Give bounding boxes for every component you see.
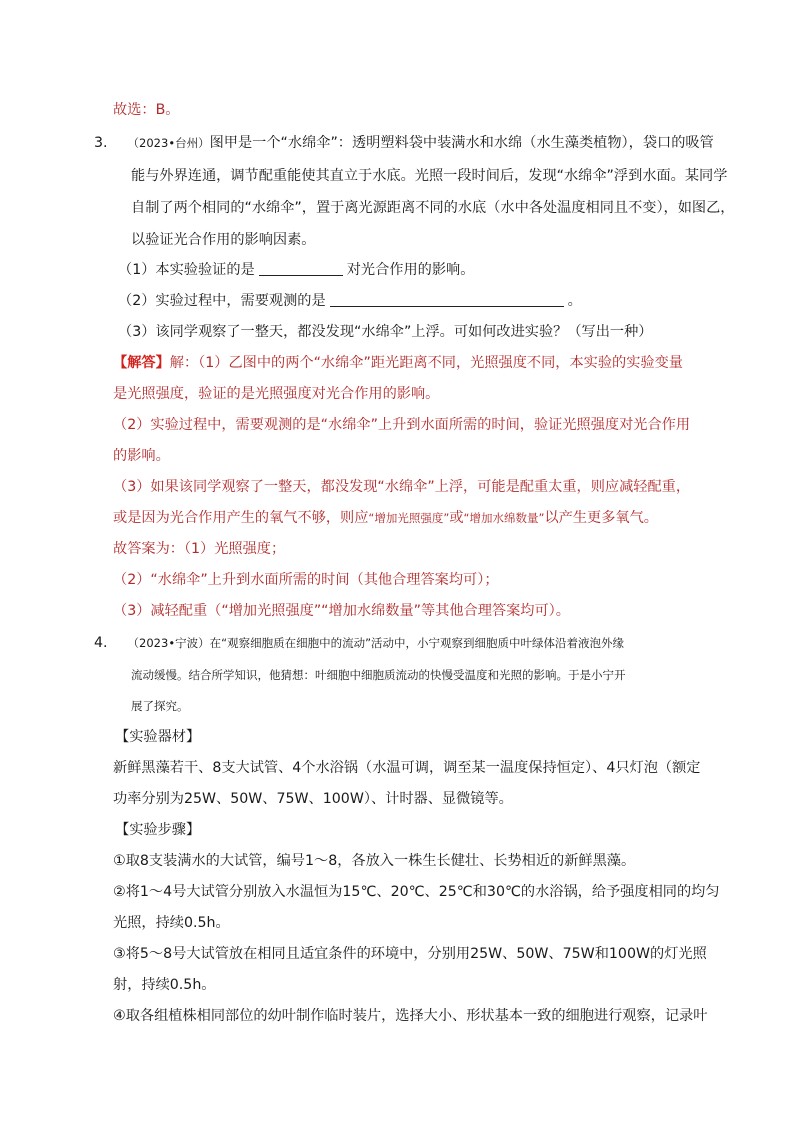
- step-4-line-1: ④取各组植株相同部位的幼叶制作临时装片，选择大小、形状基本一致的细胞进行观察，记录叶: [113, 1008, 708, 1024]
- step-1: ①取8支装满水的大试管，编号1～8，各放入一株生长健壮、长势相近的新鲜黑藻。: [113, 853, 636, 869]
- answer-3-line-1: 【解答】解：（1）乙图中的两个“水绵伞”距光距离不同，光照强度不同，本实验的实验变量: [113, 355, 683, 371]
- answer-3-line-4: 的影响。: [113, 448, 170, 464]
- final-answer-line-3: （3）减轻配重（“增加光照强度”“增加水绵数量”等其他合理答案均可）。: [113, 603, 570, 619]
- question-3-line-2: 能与外界连通，调节配重能使其直立于水底。光照一段时间后，发现“水绵伞”浮到水面。某同学: [131, 168, 728, 184]
- materials-heading: 【实验器材】: [115, 729, 201, 745]
- question-3-line-3: 自制了两个相同的“水绵伞”，置于离光源距离不同的水底（水中各处温度相同且不变），如图乙，: [131, 200, 735, 216]
- question-source: （2023•台州）: [127, 136, 210, 150]
- question-3-sub-1: （1）本实验验证的是 对光合作用的影响。: [118, 262, 475, 278]
- step-2-line-2: 光照，持续0.5h。: [113, 915, 230, 931]
- question-4-line-3: 展了探究。: [131, 699, 189, 713]
- answer-3-line-5: （3）如果该同学观察了一整天，都没发现“水绵伞”上浮，可能是配重太重，则应减轻配重，: [113, 479, 691, 495]
- question-source: （2023•宁波）: [127, 636, 210, 650]
- answer-3-line-2: 是光照强度，验证的是光照强度对光合作用的影响。: [113, 386, 440, 402]
- question-3-sub-3: （3）该同学观察了一整天，都没发现“水绵伞”上浮。可如何改进实验？（写出一种）: [118, 324, 653, 340]
- steps-heading: 【实验步骤】: [115, 822, 201, 838]
- materials-line-2: 功率分别为25W、50W、75W、100W）、计时器、显微镜等。: [113, 791, 513, 807]
- answer-blank-2: [330, 292, 564, 307]
- question-3-line-1: 3. （2023•台州）图甲是一个“水绵伞”：透明塑料袋中装满水和水绵（水生藻类植物），袋口的吸管: [94, 135, 714, 151]
- previous-answer-tail: 故选：B。: [113, 102, 180, 118]
- step-3-line-2: 射，持续0.5h。: [113, 977, 216, 993]
- answer-blank-1: [259, 261, 343, 276]
- question-3-sub-2: （2）实验过程中，需要观测的是 。: [118, 293, 582, 309]
- answer-3-line-3: （2）实验过程中，需要观测的是“水绵伞”上升到水面所需的时间，验证光照强度对光合作用: [113, 417, 691, 433]
- answer-3-line-6: 或是因为光合作用产生的氧气不够，则应“增加光照强度”或“增加水绵数量”以产生更多氧气。: [113, 510, 658, 526]
- question-3-line-4: 以验证光合作用的影响因素。: [131, 232, 316, 248]
- materials-line-1: 新鲜黑藻若干、8支大试管、4个水浴锅（水温可调，调至某一温度保持恒定）、4只灯泡（额定: [113, 760, 701, 776]
- final-answer-line-1: 故答案为：（1）光照强度；: [113, 541, 286, 557]
- question-4-line-1: 4. （2023•宁波）在“观察细胞质在细胞中的流动”活动中，小宁观察到细胞质中叶绿体沿着液泡外缘: [94, 635, 625, 651]
- final-answer-line-2: （2）“水绵伞”上升到水面所需的时间（其他合理答案均可）；: [113, 572, 499, 588]
- step-3-line-1: ③将5～8号大试管放在相同且适宜条件的环境中，分别用25W、50W、75W和100W的灯光照: [113, 946, 707, 962]
- question-4-line-2: 流动缓慢。结合所学知识，他猜想：叶细胞中细胞质流动的快慢受温度和光照的影响。于是小宁开: [131, 668, 626, 682]
- step-2-line-1: ②将1～4号大试管分别放入水温恒为15℃、20℃、25℃和30℃的水浴锅，给予强度相同的均匀: [113, 884, 720, 900]
- question-number: 4.: [94, 635, 108, 651]
- question-number: 3.: [94, 135, 108, 151]
- answer-tag: 【解答】: [113, 355, 170, 371]
